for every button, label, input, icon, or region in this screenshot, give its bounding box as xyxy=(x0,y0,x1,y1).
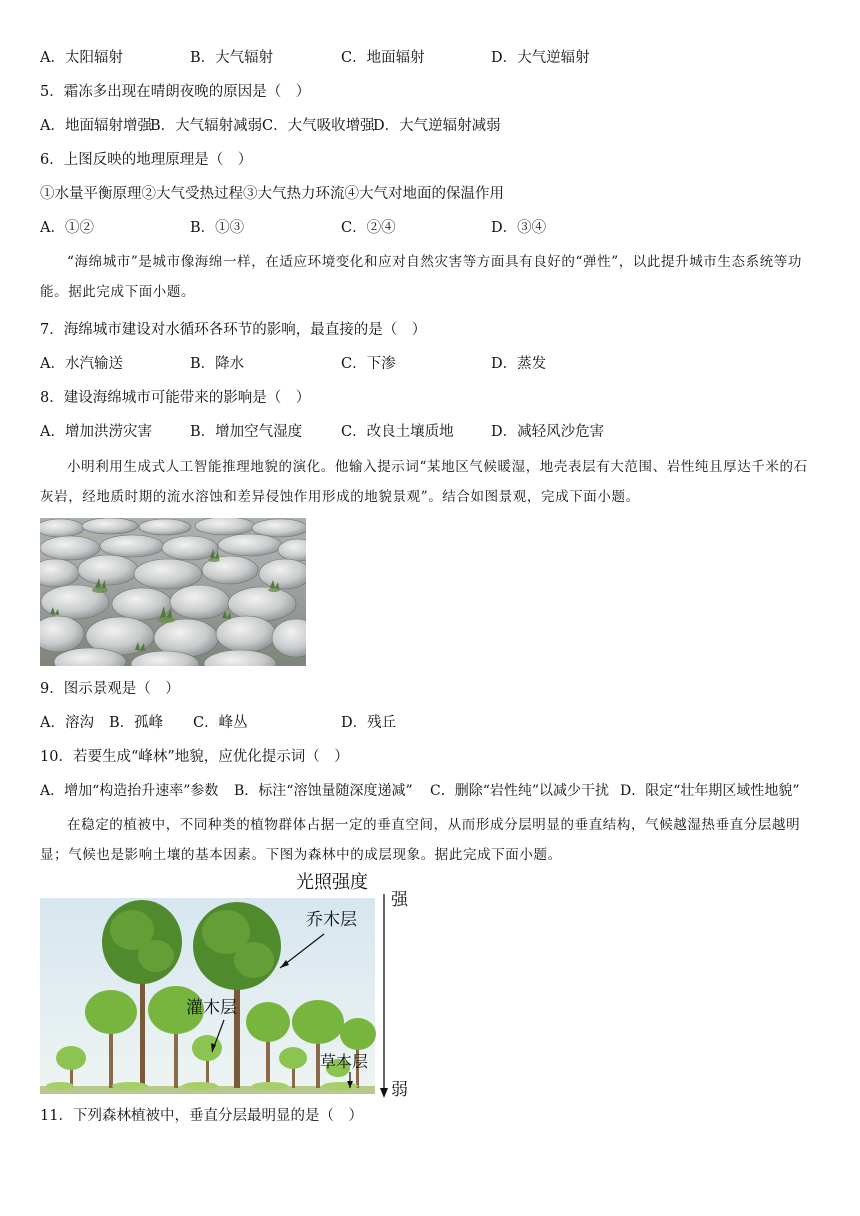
q4-option-d: D．大气逆辐射 xyxy=(491,50,590,66)
q10-option-b: B．标注“溶蚀量随深度递减” xyxy=(234,783,413,799)
q5-option-b: B．大气辐射减弱 xyxy=(150,118,263,134)
passage-sponge-city: “海绵城市”是城市像海绵一样，在适应环境变化和应对自然灾害等方面具有良好的“弹性”，以此提升城市生态系统等功能。据此完成下面小题。 xyxy=(40,254,803,300)
q9-option-d: D．残丘 xyxy=(341,715,397,731)
light-intensity-axis-title: 光照强度 xyxy=(296,872,368,893)
q4-option-a: A．太阳辐射 xyxy=(40,50,123,66)
q6-stem: 6．上图反映的地理原理是（ ） xyxy=(40,152,253,168)
q7-option-b: B．降水 xyxy=(190,356,245,372)
q6-items: ①水量平衡原理②大气受热过程③大气热力环流④大气对地面的保温作用 xyxy=(40,186,504,202)
passage-ai-landform: 小明利用生成式人工智能推理地貌的演化。他输入提示词“某地区气候暖湿，地壳表层有大范围、岩性纯且厚达千米的石灰岩，经地质时期的流水溶蚀和差异侵蚀作用形成的地貌景观”。结合如图景观，完成下面小题。 xyxy=(40,459,808,505)
q4-option-c: C．地面辐射 xyxy=(341,50,425,66)
q10-option-d: D．限定“壮年期区域性地貌” xyxy=(620,783,800,799)
q8-option-a: A．增加洪涝灾害 xyxy=(40,424,152,440)
q6-option-d: D．③④ xyxy=(491,220,547,236)
q6-option-c: C．②④ xyxy=(341,220,396,236)
q7-option-a: A．水汽输送 xyxy=(40,356,123,372)
karst-landscape-photo xyxy=(40,518,306,666)
forest-layers-figure xyxy=(40,872,420,1100)
q9-option-b: B．孤峰 xyxy=(109,715,164,731)
q10-stem: 10．若要生成“峰林”地貌，应优化提示词（ ） xyxy=(40,749,349,765)
herb-layer-label: 草本层 xyxy=(320,1052,369,1071)
q10-option-a: A．增加“构造抬升速率”参数 xyxy=(40,783,219,799)
q5-option-d: D．大气逆辐射减弱 xyxy=(373,118,501,134)
shrub-layer-label: 灌木层 xyxy=(186,998,237,1018)
q9-option-c: C．峰丛 xyxy=(193,715,248,731)
q8-option-b: B．增加空气湿度 xyxy=(190,424,303,440)
q9-option-a: A．溶沟 xyxy=(40,715,94,731)
q6-option-b: B．①③ xyxy=(190,220,245,236)
light-strong-label: 强 xyxy=(391,890,408,910)
q8-option-d: D．减轻风沙危害 xyxy=(491,424,605,440)
q5-stem: 5．霜冻多出现在晴朗夜晚的原因是（ ） xyxy=(40,84,311,100)
q5-option-c: C．大气吸收增强 xyxy=(262,118,375,134)
q4-option-b: B．大气辐射 xyxy=(190,50,274,66)
q7-option-d: D．蒸发 xyxy=(491,356,547,372)
q7-option-c: C．下渗 xyxy=(341,356,396,372)
light-weak-label: 弱 xyxy=(391,1080,408,1100)
q9-stem: 9．图示景观是（ ） xyxy=(40,681,180,697)
q8-stem: 8．建设海绵城市可能带来的影响是（ ） xyxy=(40,390,311,406)
passage-forest-layers: 在稳定的植被中，不同种类的植物群体占据一定的垂直空间，从而形成分层明显的垂直结构，气候越湿热垂直分层越明显；气候也是影响土壤的基本因素。下图为森林中的成层现象。据此完成下面小题。 xyxy=(40,817,801,863)
q8-option-c: C．改良土壤质地 xyxy=(341,424,454,440)
q7-stem: 7．海绵城市建设对水循环各环节的影响，最直接的是（ ） xyxy=(40,322,427,338)
q5-option-a: A．地面辐射增强 xyxy=(40,118,152,134)
q6-option-a: A．①② xyxy=(40,220,94,236)
q11-stem: 11．下列森林植被中，垂直分层最明显的是（ ） xyxy=(40,1108,363,1124)
tree-layer-label: 乔木层 xyxy=(306,910,357,930)
q10-option-c: C．删除“岩性纯”以减少干扰 xyxy=(430,783,610,799)
